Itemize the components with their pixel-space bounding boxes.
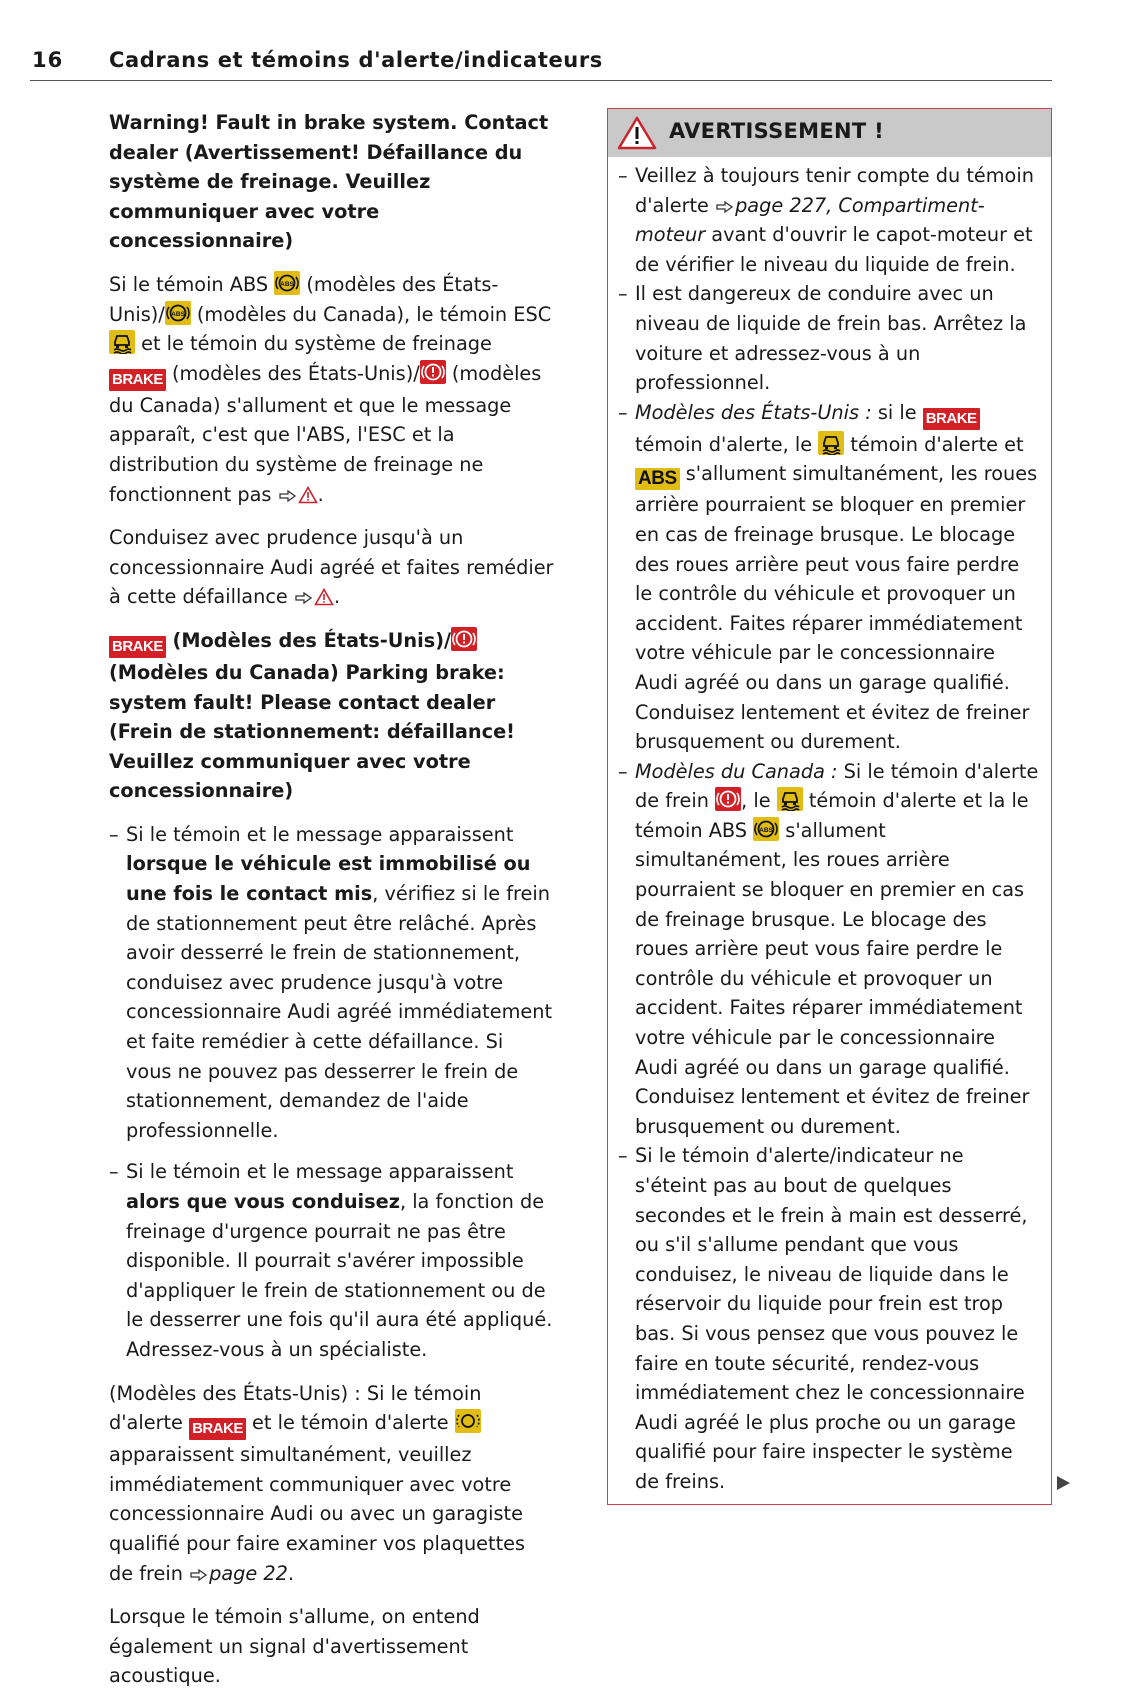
parking-brake-list	[109, 820, 554, 1365]
chapter-title: Cadrans et témoins d'alerte/indicateurs	[109, 48, 603, 72]
brake-pads-icon	[455, 1409, 481, 1433]
page-header	[30, 46, 1052, 81]
abs-canada-icon	[753, 817, 779, 841]
svg-text:ABS: ABS	[759, 826, 774, 834]
list-item: – Si le témoin et le message apparaissent alors que vous conduisez, la fonction de freinage d'urgence pourrait ne pas être disponible. Il pourrait s'avérer impossible d'appliquer le frein de stationnement ou de le desserrer une fois qu'il aura été appliqué. Adressez-vous à un spécialiste.	[109, 1157, 554, 1364]
parking-brake-canada-icon	[451, 627, 477, 651]
warning-title: AVERTISSEMENT !	[669, 119, 884, 143]
next-page-arrow-icon[interactable]	[1057, 1476, 1070, 1490]
paragraph-drive-carefully: Conduisez avec prudence jusqu'à un concessionnaire Audi agréé et faites remédier à cette défaillance .	[109, 526, 554, 609]
brake-indicator-icon: BRAKE	[189, 1418, 246, 1440]
brake-canada-icon	[420, 360, 446, 384]
list-item: – Modèles des États-Unis : si le BRAKE témoin d'alerte, le témoin d'alerte et ABS s'allument simultanément, les roues arrière pourraient se bloquer en premier en cas de freinage brusque. Le blocage des roues arrière peut vous faire perdre le contrôle du véhicule et provoquer un accident. Faites réparer immédiatement votre véhicule par le concessionnaire Audi agréé ou dans un garage qualifié. Conduisez lentement et évitez de freiner brusquement ou durement.	[618, 398, 1041, 757]
list-item: – Modèles du Canada : Si le témoin d'alerte de frein , le témoin d'alerte et la le témoin ABS ABS s'allument simultanément, les roues arrière pourraient se bloquer en premier en cas de freinage brusque. Le blocage des roues arrière peut vous faire perdre le contrôle du véhicule et provoquer un accident. Faites réparer immédiatement votre véhicule par le concessionnaire Audi agréé ou dans un garage qualifié. Conduisez lentement et évitez de freiner brusquement ou durement.	[618, 757, 1041, 1142]
brake-indicator-icon: BRAKE	[109, 369, 166, 391]
list-item: – Veillez à toujours tenir compte du témoin d'alerte page 227, Compartiment-moteur avant d'ouvrir le capot-moteur et de vérifier le niveau du liquide de frein.	[618, 161, 1041, 279]
reference-arrow-icon	[189, 1568, 209, 1582]
svg-text:ABS: ABS	[170, 310, 185, 318]
abs-usa-icon	[274, 271, 300, 295]
warning-triangle-icon	[617, 116, 657, 150]
reference-arrow-icon	[294, 591, 314, 605]
warning-list	[618, 161, 1041, 1497]
esc-icon	[777, 787, 803, 811]
brake-indicator-icon: BRAKE	[923, 408, 980, 430]
page-reference-link[interactable]: page 22	[209, 1561, 288, 1585]
brake-canada-icon	[715, 787, 741, 811]
warning-body	[608, 157, 1051, 1497]
list-item: – Il est dangereux de conduire avec un niveau de liquide de frein bas. Arrêtez la voiture et adressez-vous à un professionnel.	[618, 279, 1041, 397]
esc-icon	[109, 330, 135, 354]
warning-header	[608, 109, 1051, 157]
page-number: 16	[32, 48, 64, 72]
abs-canada-icon	[165, 301, 191, 325]
reference-arrow-icon	[278, 489, 298, 503]
left-column	[109, 108, 554, 1705]
reference-arrow-icon	[715, 200, 735, 214]
paragraph-acoustic-signal: Lorsque le témoin s'allume, on entend également un signal d'avertissement acoustique.	[109, 1605, 480, 1688]
section-heading-brake-fault: Warning! Fault in brake system. Contact dealer (Avertissement! Défaillance du système de freinage. Veuillez communiquer avec votre concessionnaire)	[109, 111, 549, 253]
abs-indicator-icon: ABS	[635, 468, 680, 490]
brake-indicator-icon: BRAKE	[109, 636, 166, 658]
warning-triangle-icon	[298, 486, 318, 504]
paragraph-brake-pads: (Modèles des États-Unis) : Si le témoin d'alerte BRAKE et le témoin d'alerte apparaissent simultanément, veuillez immédiatement communiquer avec votre concessionnaire Audi ou avec un garagiste qualifié pour faire examiner vos plaquettes de frein page 22.	[109, 1381, 526, 1585]
page-reference-link[interactable]: page 227, Compartiment-moteur	[635, 193, 985, 247]
esc-icon	[818, 431, 844, 455]
paragraph-abs-esc: Si le témoin ABS ABS (modèles des États-Unis)/ ABS (modèles du Canada), le témoin ESC et le témoin du système de freinage BRAKE (modèles des États-Unis)/ (modèles du Canada) s'allument et que le message apparaît, c'est que l'ABS, l'ESC et la distribution du système de freinage ne fonctionnent pas .	[109, 272, 552, 506]
section-heading-parking-brake: BRAKE (Modèles des États-Unis)/ (Modèles du Canada) Parking brake: system fault! Please contact dealer (Frein de stationnement: défaillance! Veuillez communiquer avec votre concessionnaire)	[109, 628, 515, 803]
list-item: – Si le témoin d'alerte/indicateur ne s'éteint pas au bout de quelques secondes et le frein à main est desserré, ou s'il s'allume pendant que vous conduisez, le niveau de liquide dans le réservoir du liquide pour frein est trop bas. Si vous pensez que vous pouvez le faire en toute sécurité, rendez-vous immédiatement chez le concessionnaire Audi agréé le plus proche ou un garage qualifié pour faire inspecter le système de freins.	[618, 1141, 1041, 1496]
warning-box	[607, 108, 1052, 1505]
list-item: – Si le témoin et le message apparaissent lorsque le véhicule est immobilisé ou une fois le contact mis, vérifiez si le frein de stationnement peut être relâché. Après avoir desserré le frein de stationnement, conduisez avec prudence jusqu'à votre concessionnaire Audi agréé immédiatement et faite remédier à cette défaillance. Si vous ne pouvez pas desserrer le frein de stationnement, demandez de l'aide professionnelle.	[109, 820, 554, 1146]
warning-triangle-icon	[314, 588, 334, 606]
svg-text:ABS: ABS	[280, 280, 295, 288]
